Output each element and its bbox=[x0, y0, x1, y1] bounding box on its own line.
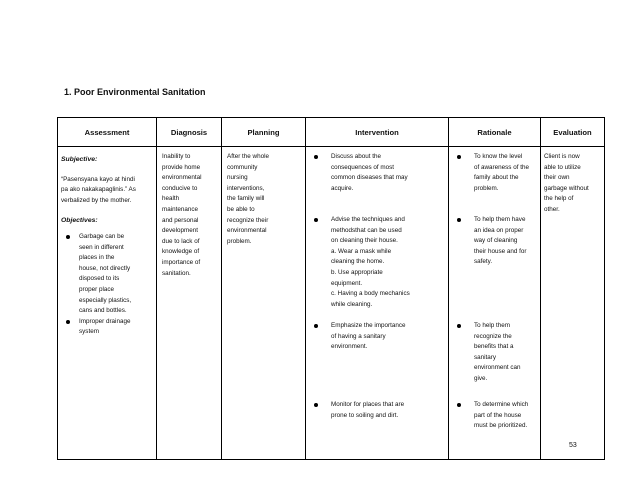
intervention-line: of having a sanitary bbox=[331, 332, 386, 340]
subjective-line: “Pasensyana kayo at hindi bbox=[61, 175, 135, 183]
header-intervention: Intervention bbox=[306, 118, 449, 147]
header-rationale: Rationale bbox=[449, 118, 541, 147]
diagnosis-line: due to lack of bbox=[162, 237, 200, 245]
header-diagnosis: Diagnosis bbox=[157, 118, 222, 147]
bullet-icon bbox=[457, 155, 461, 159]
intervention-line: equipment. bbox=[331, 279, 363, 287]
intervention-line: Monitor for places that are bbox=[331, 401, 405, 408]
objective-line: disposed to its bbox=[79, 275, 120, 283]
diagnosis-cell bbox=[157, 147, 222, 460]
subjective-line: pa ako nakakapaglinis.” As bbox=[61, 186, 136, 194]
bullet-icon bbox=[314, 324, 318, 328]
rationale-line: an idea on proper bbox=[474, 226, 524, 234]
planning-line: community bbox=[227, 163, 258, 171]
intervention-line: Emphasize the importance bbox=[331, 322, 406, 329]
bullet-icon bbox=[457, 218, 461, 222]
objective-line: cans and bottles. bbox=[79, 307, 127, 315]
objective-line: places in the bbox=[79, 254, 115, 262]
diagnosis-line: Inability to bbox=[162, 153, 191, 160]
rationale-line: part of the house bbox=[474, 411, 522, 419]
objective-line: proper place bbox=[79, 285, 115, 293]
diagnosis-text bbox=[162, 152, 216, 279]
rationale-line: their house and for bbox=[474, 247, 527, 255]
bullet-icon bbox=[457, 324, 461, 328]
evaluation-line: their own bbox=[544, 174, 570, 182]
objectives-list bbox=[61, 232, 152, 338]
planning-line: the family will bbox=[227, 195, 265, 203]
planning-line: problem. bbox=[227, 237, 252, 245]
intervention-line: common diseases that may bbox=[331, 174, 408, 182]
rationale-line: family about the bbox=[474, 174, 519, 182]
rationale-line: safety. bbox=[474, 258, 493, 266]
planning-line: nursing bbox=[227, 174, 248, 182]
rationale-line: To help them bbox=[474, 322, 511, 329]
intervention-line: consequences of most bbox=[331, 163, 395, 171]
objectives-label: Objectives: bbox=[61, 217, 98, 225]
page-number: 53 bbox=[569, 442, 577, 449]
rationale-line: recognize the bbox=[474, 332, 512, 340]
bullet-icon bbox=[457, 403, 461, 407]
objective-line: seen in different bbox=[79, 243, 124, 251]
diagnosis-line: environmental bbox=[162, 174, 202, 182]
rationale-line: To help them have bbox=[474, 216, 526, 223]
intervention-line: on cleaning their house. bbox=[331, 237, 398, 245]
intervention-cell bbox=[306, 147, 449, 460]
subjective-label: Subjective: bbox=[61, 156, 98, 163]
intervention-line: prone to soiling and dirt. bbox=[331, 411, 399, 419]
evaluation-cell bbox=[541, 147, 605, 460]
rationale-line: sanitary bbox=[474, 353, 497, 361]
rationale-line: give. bbox=[474, 374, 488, 382]
objective-line: Garbage can be bbox=[79, 232, 125, 240]
diagnosis-line: and personal bbox=[162, 216, 199, 224]
objective-item bbox=[61, 232, 152, 317]
planning-line: interventions, bbox=[227, 184, 265, 192]
diagnosis-line: provide home bbox=[162, 163, 201, 171]
evaluation-line: other. bbox=[544, 205, 560, 213]
bullet-icon bbox=[314, 218, 318, 222]
diagnosis-line: importance of bbox=[162, 258, 201, 266]
rationale-line: problem. bbox=[474, 184, 499, 192]
objective-item bbox=[61, 317, 152, 338]
planning-line: After the whole bbox=[227, 153, 270, 160]
header-evaluation: Evaluation bbox=[541, 118, 605, 147]
header-planning: Planning bbox=[222, 118, 306, 147]
diagnosis-line: conducive to bbox=[162, 184, 198, 192]
rationale-line: environment can bbox=[474, 364, 521, 372]
evaluation-line: garbage without bbox=[544, 184, 589, 192]
diagnosis-line: development bbox=[162, 227, 199, 235]
evaluation-line: the help of bbox=[544, 195, 574, 203]
planning-text bbox=[227, 152, 295, 247]
rationale-line: must be prioritized. bbox=[474, 422, 528, 430]
intervention-line: environment. bbox=[331, 343, 368, 351]
rationale-line: benefits that a bbox=[474, 343, 514, 351]
objective-line: especially plastics, bbox=[79, 296, 132, 304]
rationale-line: To know the level bbox=[474, 153, 523, 160]
objective-line: Improper drainage bbox=[79, 317, 131, 325]
objective-line: system bbox=[79, 328, 99, 336]
intervention-line: Discuss about the bbox=[331, 153, 382, 160]
bullet-icon bbox=[314, 403, 318, 407]
diagnosis-line: health bbox=[162, 195, 180, 203]
planning-line: environmental bbox=[227, 227, 267, 235]
diagnosis-line: maintenance bbox=[162, 205, 199, 213]
assessment-cell bbox=[58, 147, 157, 460]
intervention-line: a. Wear a mask while bbox=[331, 247, 392, 255]
planning-line: be able to bbox=[227, 205, 255, 213]
table-header-row bbox=[58, 118, 605, 147]
nursing-care-plan-table bbox=[57, 117, 605, 460]
intervention-line: c. Having a body mechanics bbox=[331, 290, 410, 298]
subjective-line: verbalized by the mother. bbox=[61, 196, 132, 204]
intervention-line: while cleaning. bbox=[331, 300, 373, 308]
planning-line: recognize their bbox=[227, 216, 269, 224]
intervention-line: b. Use appropriate bbox=[331, 268, 383, 276]
subjective-statement bbox=[61, 175, 152, 207]
diagnosis-line: knowledge of bbox=[162, 248, 200, 256]
intervention-line: methodsthat can be used bbox=[331, 226, 402, 234]
header-assessment: Assessment bbox=[58, 118, 157, 147]
rationale-line: To determine which bbox=[474, 401, 529, 408]
bullet-icon bbox=[314, 155, 318, 159]
intervention-line: acquire. bbox=[331, 184, 354, 192]
rationale-cell bbox=[449, 147, 541, 460]
table-row bbox=[58, 147, 605, 460]
intervention-line: Advise the techniques and bbox=[331, 216, 405, 223]
objective-line: house, not directly bbox=[79, 264, 131, 272]
intervention-line: cleaning the home. bbox=[331, 258, 385, 266]
section-heading: 1. Poor Environmental Sanitation bbox=[64, 87, 206, 97]
evaluation-text bbox=[544, 152, 604, 216]
diagnosis-line: sanitation. bbox=[162, 269, 191, 277]
rationale-line: way of cleaning bbox=[474, 237, 518, 245]
planning-cell bbox=[222, 147, 306, 460]
evaluation-line: Client is now bbox=[544, 153, 580, 160]
rationale-line: of awareness of the bbox=[474, 163, 529, 171]
evaluation-line: able to utilize bbox=[544, 163, 581, 171]
